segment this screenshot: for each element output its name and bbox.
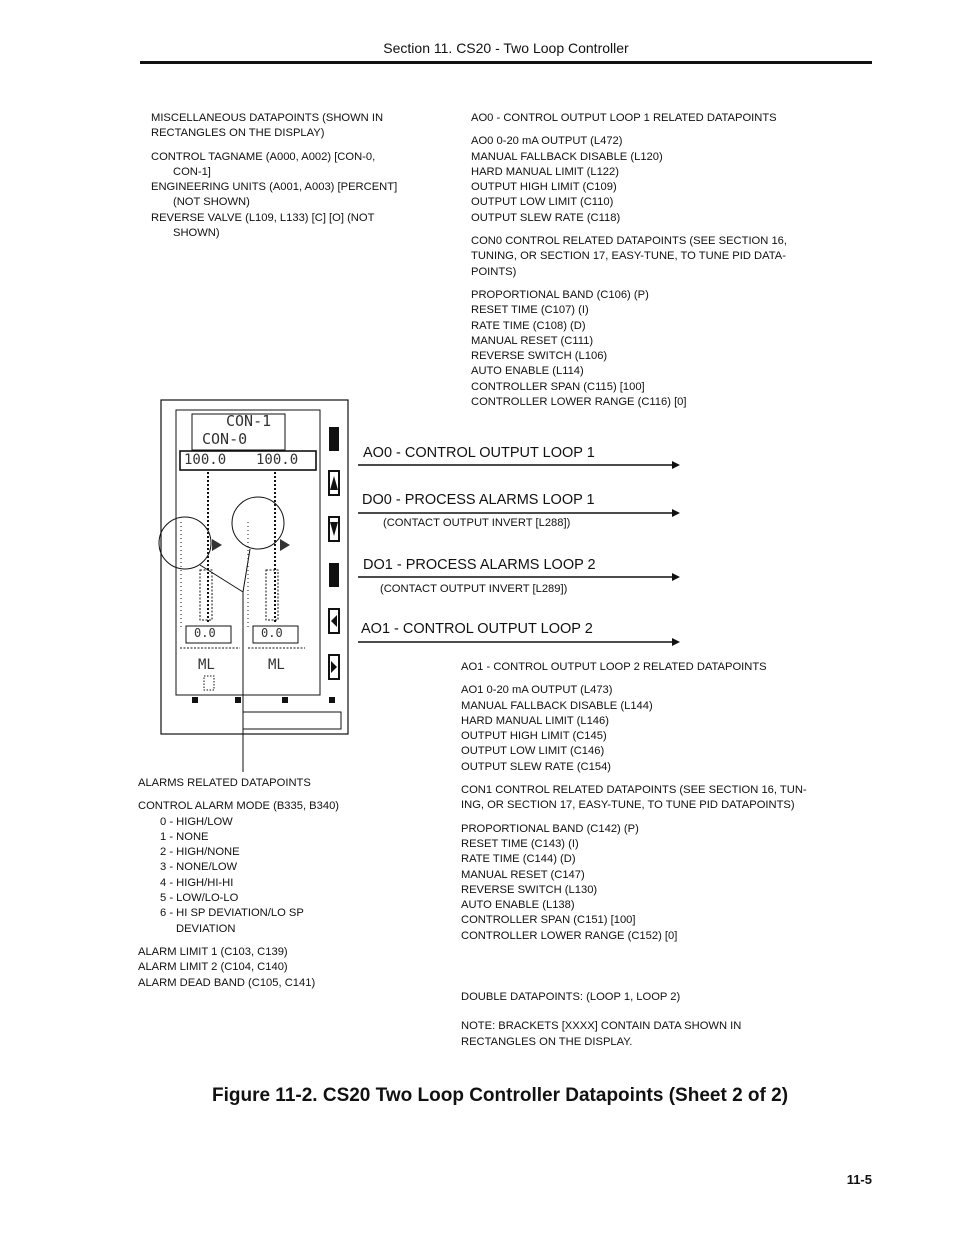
text-line: TUNING, OR SECTION 17, EASY-TUNE, TO TUNE PID DATA- [471,250,786,263]
text-line: RECTANGLES ON THE DISPLAY) [151,127,325,140]
text-line: ALARM LIMIT 2 (C104, C140) [138,961,288,974]
ao1-output-label: AO1 - CONTROL OUTPUT LOOP 2 [361,621,593,637]
lcd-value-1: 100.0 [184,452,227,468]
text-line: (NOT SHOWN) [173,196,250,209]
text-line: 2 - HIGH/NONE [160,846,240,859]
text-line: 4 - HIGH/HI-HI [160,876,234,889]
text-line: PROPORTIONAL BAND (C106) (P) [471,288,649,301]
ao1-datapoints-block [461,660,807,1050]
do1-sub-label: (CONTACT OUTPUT INVERT [L289]) [380,583,568,595]
lcd-output-2: 0.0 [261,626,283,640]
text-line: ALARMS RELATED DATAPOINTS [138,777,311,789]
text-line: ALARM DEAD BAND (C105, C141) [138,976,316,989]
text-line: ALARM LIMIT 1 (C103, C139) [138,945,288,958]
text-line: CONTROL ALARM MODE (B335, B340) [138,800,340,813]
figure-caption: Figure 11-2. CS20 Two Loop Controller Datapoints (Sheet 2 of 2) [211,1085,789,1106]
text-line: SHOWN) [173,227,220,240]
text-line: 3 - NONE/LOW [160,861,238,874]
ao0-output-label: AO0 - CONTROL OUTPUT LOOP 1 [363,445,595,461]
key-dot-1 [192,697,198,703]
key-block-1 [329,427,339,451]
text-line: DOUBLE DATAPOINTS: (LOOP 1, LOOP 2) [461,991,681,1004]
key-block-2 [329,563,339,587]
text-line: REVERSE SWITCH (L130) [461,883,598,896]
text-line: OUTPUT SLEW RATE (C154) [461,760,612,773]
text-line: REVERSE VALVE (L109, L133) [C] [O] (NOT [151,211,375,224]
text-line: RESET TIME (C107) (I) [471,304,589,317]
text-line: 1 - NONE [160,830,209,843]
text-line: PROPORTIONAL BAND (C142) (P) [461,822,639,835]
text-line: OUTPUT LOW LIMIT (C110) [471,196,614,209]
text-line: DEVIATION [176,922,236,935]
text-line: MANUAL FALLBACK DISABLE (L120) [471,150,663,163]
text-line: AUTO ENABLE (L114) [471,365,584,378]
text-line: ING, OR SECTION 17, EASY-TUNE, TO TUNE PID DATAPOINTS) [461,799,795,812]
bar-fill-2 [266,570,278,620]
alarm-circle-2 [232,497,284,549]
text-line: AUTO ENABLE (L138) [461,899,575,912]
lcd-value-2: 100.0 [256,452,299,468]
alarms-datapoints-block [138,776,339,991]
text-line: ENGINEERING UNITS (A001, A003) [PERCENT] [151,181,398,194]
text-line: MISCELLANEOUS DATAPOINTS (SHOWN IN [151,112,384,124]
text-line: CON-1] [173,165,211,178]
text-line: HARD MANUAL LIMIT (L122) [471,165,619,178]
text-line: OUTPUT LOW LIMIT (C146) [461,745,605,758]
text-line: OUTPUT HIGH LIMIT (C145) [461,730,607,743]
text-line: HARD MANUAL LIMIT (L146) [461,714,609,727]
text-line: NOTE: BRACKETS [XXXX] CONTAIN DATA SHOWN IN [461,1020,742,1033]
text-line: RATE TIME (C144) (D) [461,853,576,866]
text-line: CONTROLLER LOWER RANGE (C116) [0] [471,396,687,409]
text-line: MANUAL RESET (C111) [471,334,594,347]
text-line: POINTS) [471,265,517,278]
arrowhead-ao1 [672,638,680,646]
text-line: CON1 CONTROL RELATED DATAPOINTS (SEE SECTION 16, TUN- [461,784,807,797]
section-header: Section 11. CS20 - Two Loop Controller [383,40,629,56]
text-line: RECTANGLES ON THE DISPLAY. [461,1035,633,1048]
text-line: OUTPUT HIGH LIMIT (C109) [471,181,617,194]
text-line: 6 - HI SP DEVIATION/LO SP [160,907,304,920]
leader-line-2 [243,549,250,592]
do1-output-label: DO1 - PROCESS ALARMS LOOP 2 [363,557,596,573]
text-line: MANUAL FALLBACK DISABLE (L144) [461,699,653,712]
bar-fill-1 [200,570,212,620]
setpoint-pointer-2 [280,539,290,551]
text-line: 0 - HIGH/LOW [160,815,233,828]
key-dot-2 [235,697,241,703]
alarm-circle-1 [159,517,211,569]
text-line: AO0 0-20 mA OUTPUT (L472) [471,135,623,148]
key-dot-4 [329,697,335,703]
text-line: OUTPUT SLEW RATE (C118) [471,211,621,224]
setpoint-pointer-1 [212,539,222,551]
arrowhead-do1 [672,573,680,581]
text-line: CON0 CONTROL RELATED DATAPOINTS (SEE SECTION 16, [471,235,787,248]
arrowhead-do0 [672,509,680,517]
leader-line-1 [200,565,243,592]
lcd-tag-1: CON-1 [226,412,272,430]
lcd-mode-2: ML [268,657,285,673]
text-line: RESET TIME (C143) (I) [461,837,579,850]
text-line: CONTROLLER SPAN (C115) [100] [471,380,645,393]
text-line: REVERSE SWITCH (L106) [471,350,608,363]
do0-sub-label: (CONTACT OUTPUT INVERT [L288]) [383,517,571,529]
text-line: CONTROLLER LOWER RANGE (C152) [0] [461,929,678,942]
arrowhead-ao0 [672,461,680,469]
key-dot-3 [282,697,288,703]
text-line: RATE TIME (C108) (D) [471,319,586,332]
text-line: AO0 - CONTROL OUTPUT LOOP 1 RELATED DATAPOINTS [471,112,777,124]
text-line: AO1 0-20 mA OUTPUT (L473) [461,684,613,697]
page-number: 11-5 [846,1172,872,1187]
label-box [243,712,341,729]
text-line: CONTROLLER SPAN (C151) [100] [461,914,636,927]
do0-output-label: DO0 - PROCESS ALARMS LOOP 1 [362,492,595,508]
mode-indicator [204,676,214,690]
text-line: AO1 - CONTROL OUTPUT LOOP 2 RELATED DATAPOINTS [461,661,767,673]
lcd-output-1: 0.0 [194,626,216,640]
text-line: 5 - LOW/LO-LO [160,892,239,905]
lcd-tag-0: CON-0 [202,430,248,448]
lcd-mode-1: ML [198,657,215,673]
text-line: CONTROL TAGNAME (A000, A002) [CON-0, [151,150,376,163]
text-line: MANUAL RESET (C147) [461,868,585,881]
